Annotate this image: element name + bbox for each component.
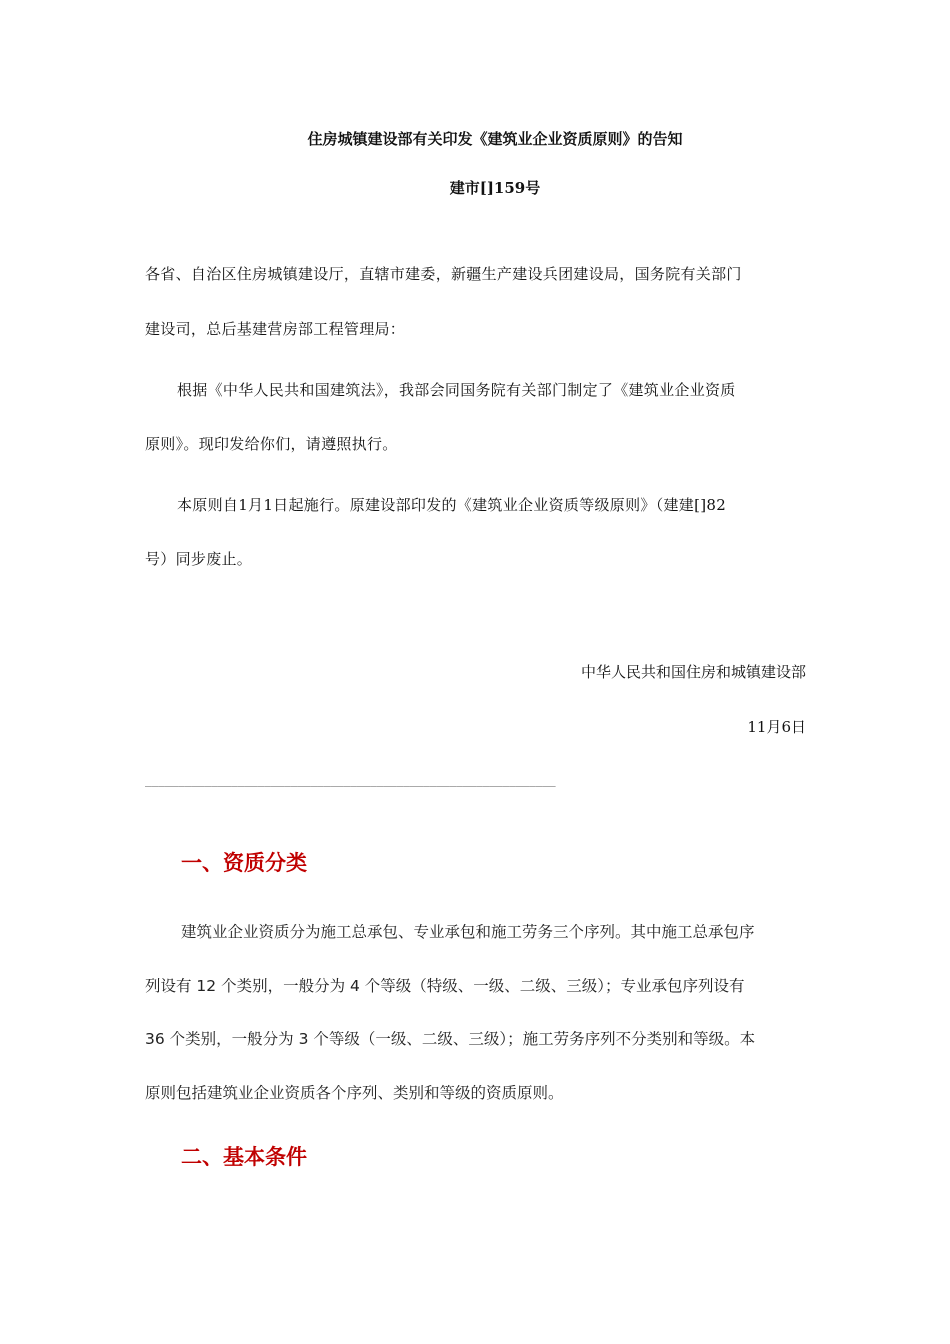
- section-heading-classification: 一、资质分类: [181, 851, 307, 875]
- addressee-line-2: 建设司，总后基建营房部工程管理局：: [145, 320, 406, 338]
- paragraph-1-line-2: 原则》。现印发给你们，请遵照执行。: [145, 435, 398, 453]
- section-1-line-4: 原则包括建筑业企业资质各个序列、类别和等级的资质原则。: [145, 1084, 564, 1102]
- paragraph-2-line-1: 本原则自1月1日起施行。原建设部印发的《建筑业企业资质等级原则》（建建[]82: [177, 496, 727, 514]
- divider-line: ______________________________________________________________: [145, 774, 556, 787]
- section-1-line-3: 36 个类别，一般分为 3 个等级（一级、二级、三级）；施工劳务序列不分类别和等级。本: [145, 1030, 756, 1048]
- issuer-signature: 中华人民共和国住房和城镇建设部: [580, 663, 806, 681]
- section-1-line-1: 建筑业企业资质分为施工总承包、专业承包和施工劳务三个序列。其中施工总承包序: [181, 923, 755, 941]
- paragraph-2-line-2: 号）同步废止。: [145, 550, 253, 568]
- addressee-line-1: 各省、自治区住房城镇建设厅，直辖市建委，新疆生产建设兵团建设局，国务院有关部门: [145, 265, 742, 283]
- notice-number: 建市[]159号: [449, 179, 541, 197]
- notice-title: 住房城镇建设部有关印发《建筑业企业资质原则》的告知: [307, 130, 683, 148]
- section-heading-basic-conditions: 二、基本条件: [181, 1145, 307, 1169]
- paragraph-1-line-1: 根据《中华人民共和国建筑法》，我部会同国务院有关部门制定了《建筑业企业资质: [177, 381, 736, 399]
- section-1-line-2: 列设有 12 个类别，一般分为 4 个等级（特级、一级、二级、三级）；专业承包序列设有: [145, 977, 745, 995]
- issue-date: 11月6日: [747, 718, 806, 736]
